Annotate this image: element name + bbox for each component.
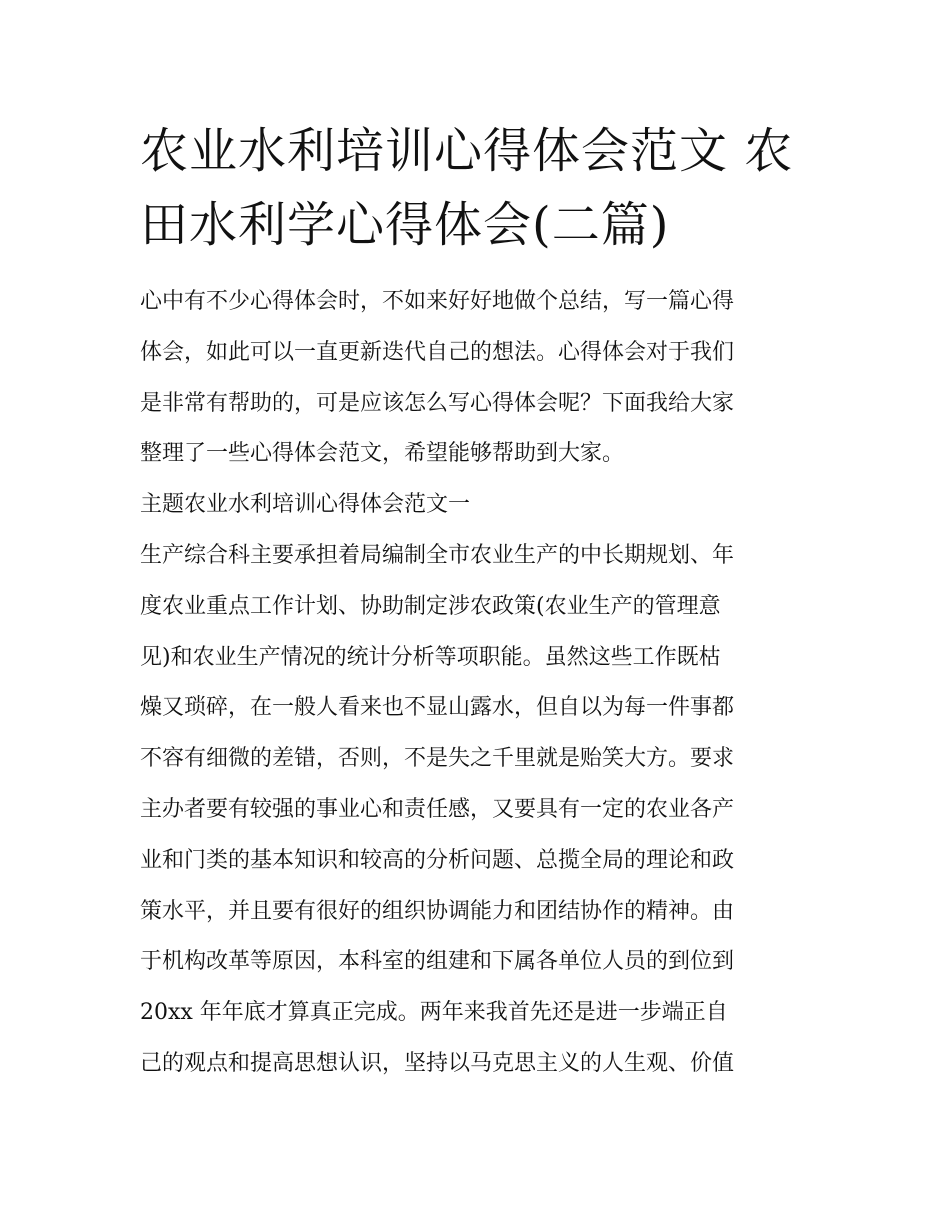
intro-line-1: 心中有不少心得体会时，不如来好好地做个总结，写一篇心得 <box>140 289 735 314</box>
section-heading: 主题农业水利培训心得体会范文一 <box>140 492 471 518</box>
intro-line-3: 是非常有帮助的，可是应该怎么写心得体会呢？下面我给大家 <box>140 390 735 416</box>
section-line-9: 于机构改革等原因，本科室的组建和下属各单位人员的到位到 <box>140 949 735 975</box>
section-line-2: 度农业重点工作计划、协助制定涉农政策(农业生产的管理意 <box>140 593 721 619</box>
section-line-7: 业和门类的基本知识和较高的分析问题、总揽全局的理论和政 <box>140 847 735 873</box>
section-line-1: 生产综合科主要承担着局编制全市农业生产的中长期规划、年 <box>140 542 735 568</box>
title-line-1: 农业水利培训心得体会范文 农 <box>140 123 794 179</box>
intro-line-4: 整理了一些心得体会范文，希望能够帮助到大家。 <box>140 441 625 467</box>
section-line-11: 己的观点和提高思想认识，坚持以马克思主义的人生观、价值 <box>140 1050 735 1076</box>
document-body <box>140 277 820 1090</box>
section-line-5: 不容有细微的差错，否则，不是失之千里就是贻笑大方。要求 <box>140 746 735 772</box>
section-line-6: 主办者要有较强的事业心和责任感，又要具有一定的农业各产 <box>140 796 735 822</box>
intro-line-2: 体会，如此可以一直更新迭代自己的想法。心得体会对于我们 <box>140 339 735 365</box>
title-line-2: 田水利学心得体会(二篇) <box>140 197 670 253</box>
section-line-10: 20xx 年年底才算真正完成。两年来我首先还是进一步端正自 <box>140 1000 728 1026</box>
document-title <box>140 114 820 262</box>
section-line-3: 见)和农业生产情况的统计分析等项职能。虽然这些工作既枯 <box>140 644 721 670</box>
section-line-4: 燥又琐碎，在一般人看来也不显山露水，但自以为每一件事都 <box>140 695 735 721</box>
section-line-8: 策水平，并且要有很好的组织协调能力和团结协作的精神。由 <box>140 898 735 924</box>
